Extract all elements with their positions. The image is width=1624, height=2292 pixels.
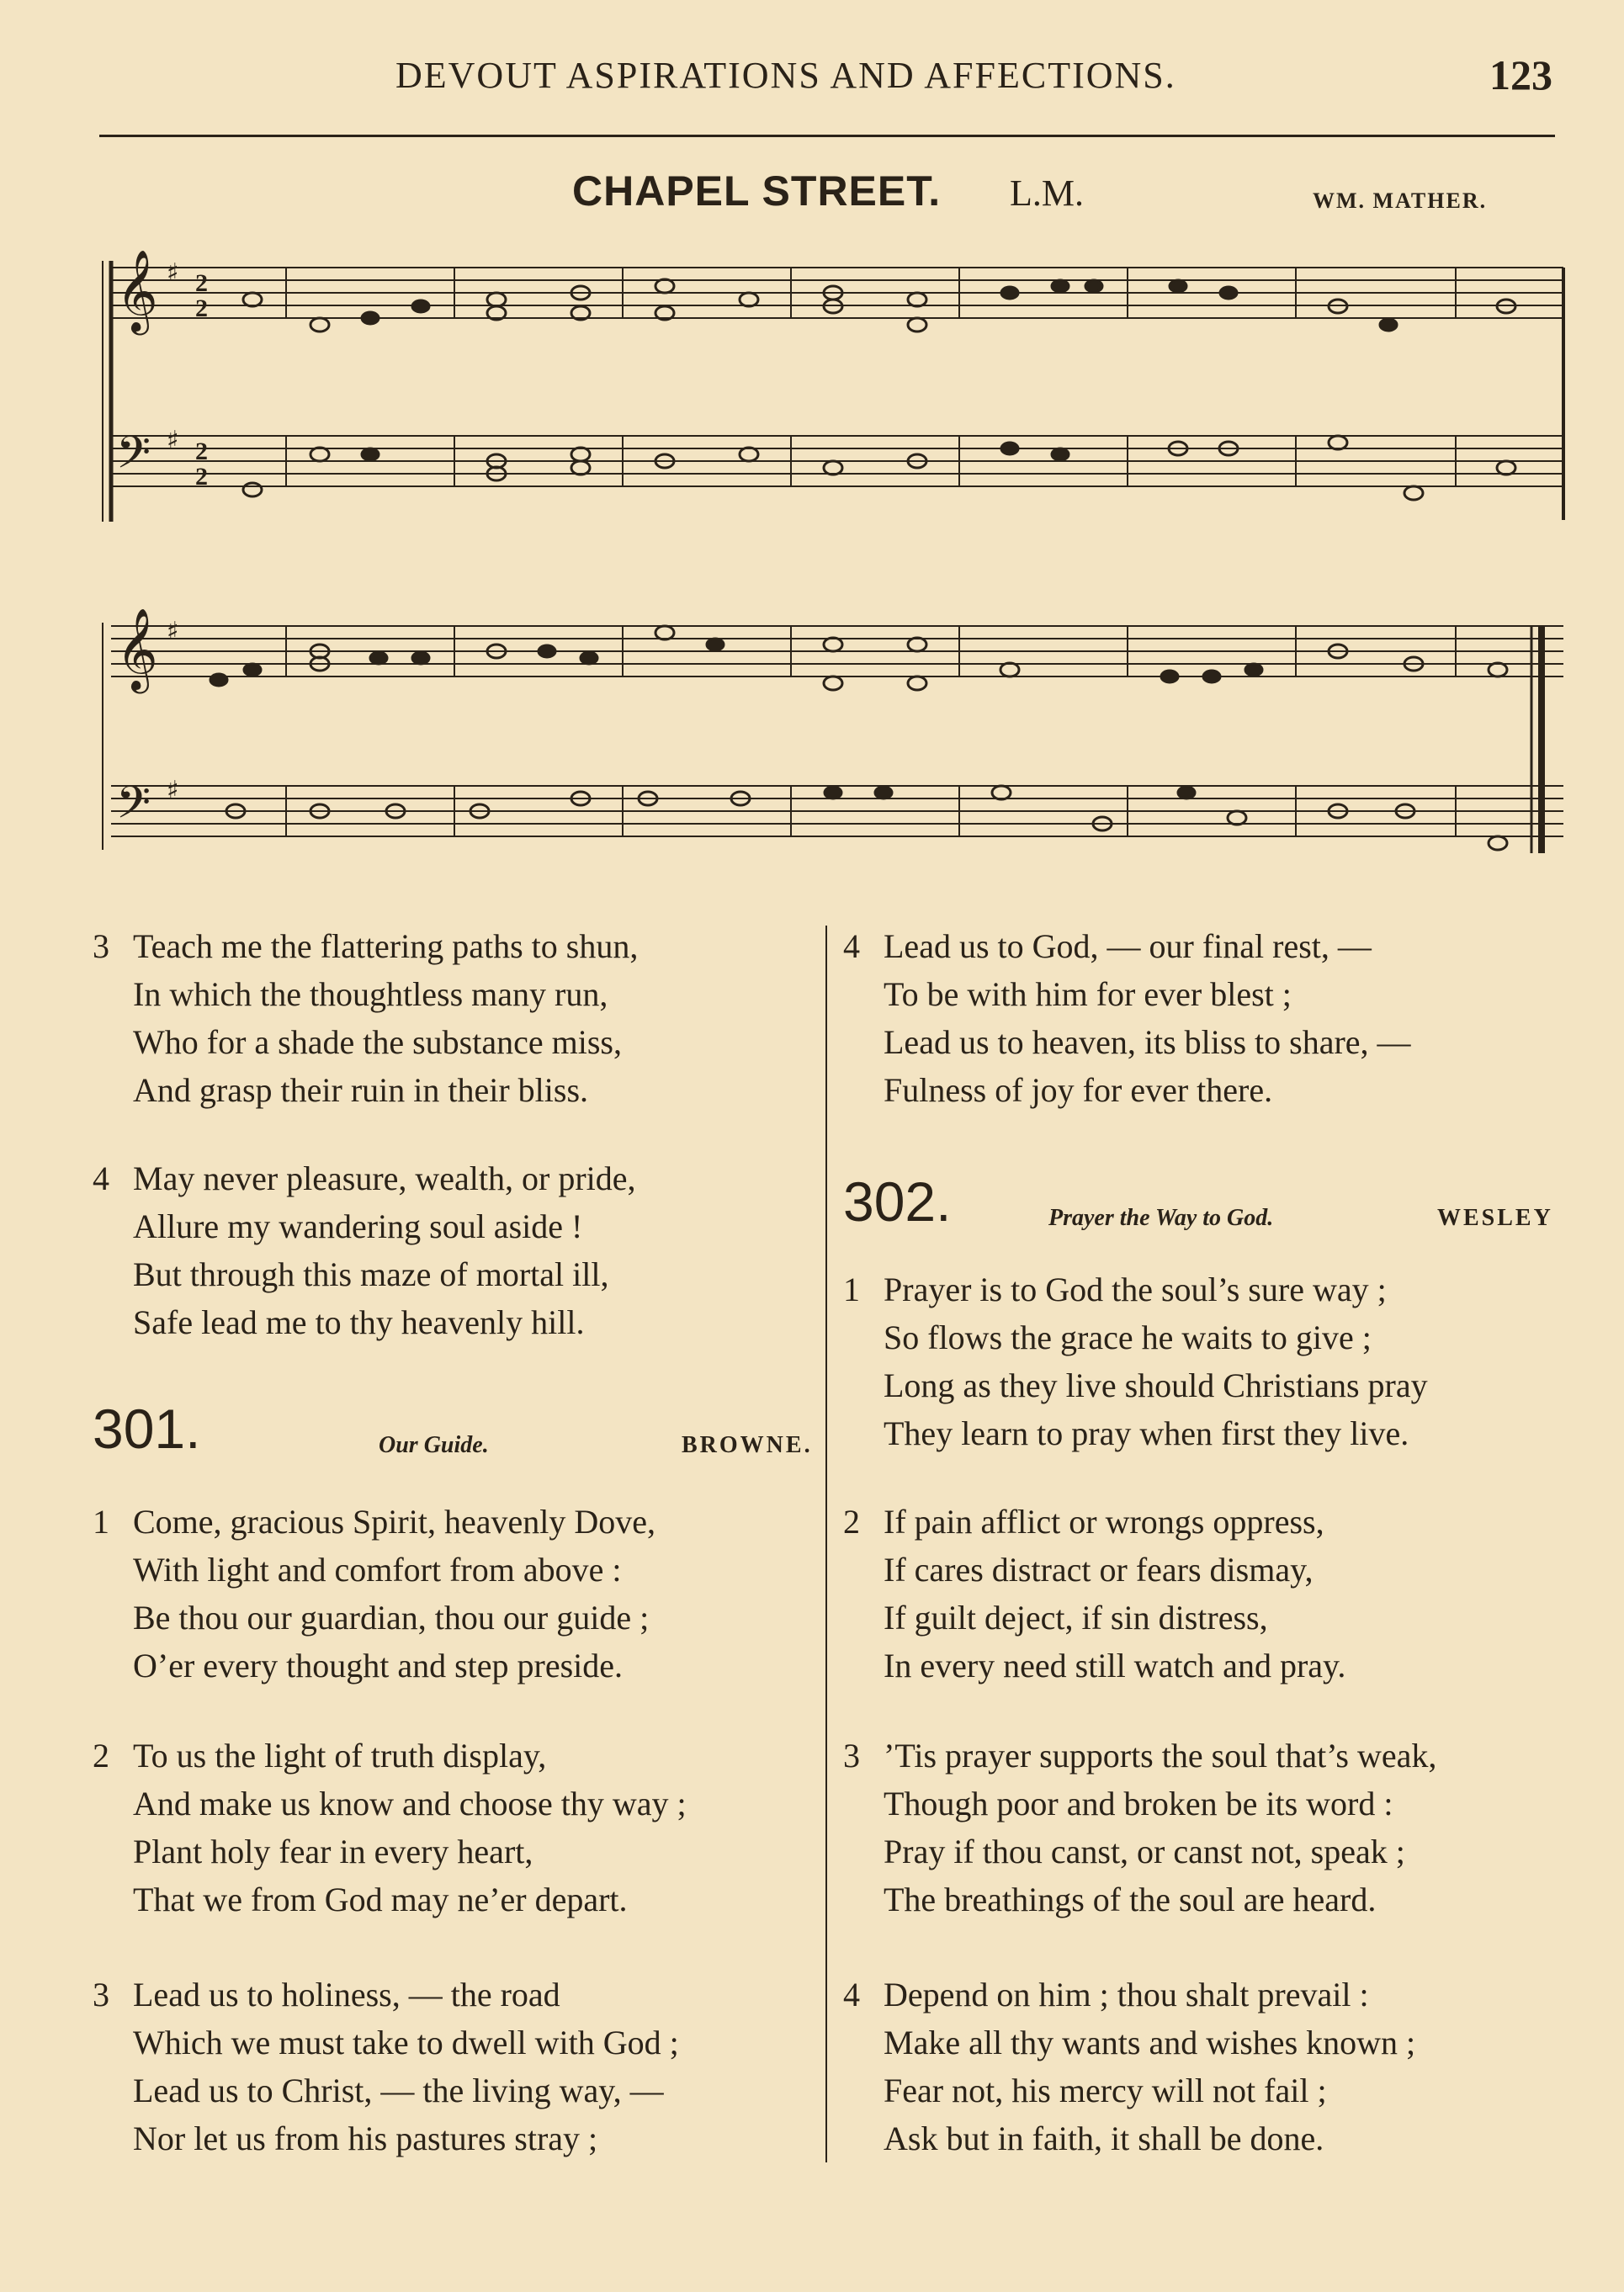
- verse-line: Lead us to Christ, — the living way, —: [133, 2072, 664, 2109]
- stanza-number: 3: [93, 1976, 109, 2013]
- stanza-number: 1: [93, 1503, 109, 1541]
- bass-clef-icon: 𝄢: [116, 427, 151, 490]
- verse-line: O’er every thought and step preside.: [133, 1647, 624, 1685]
- bass-notes-2: [226, 786, 1507, 850]
- verse-line: Ask but in faith, it shall be done.: [884, 2120, 1324, 2157]
- running-head: DEVOUT ASPIRATIONS AND AFFECTIONS.: [395, 55, 1176, 96]
- stanza-number: 4: [843, 927, 860, 965]
- verse-line: Depend on him ; thou shalt prevail :: [884, 1976, 1369, 2013]
- tune-composer: WM. MATHER.: [1313, 188, 1488, 213]
- svg-text:2: 2: [195, 438, 208, 465]
- verse-line: That we from God may ne’er depart.: [133, 1881, 628, 1918]
- verse-line: Though poor and broken be its word :: [884, 1785, 1393, 1822]
- verse-line: So flows the grace he waits to give ;: [884, 1318, 1372, 1356]
- hymn-author: WESLEY: [1437, 1205, 1553, 1231]
- column-divider: [825, 926, 827, 2162]
- verse-line: And make us know and choose thy way ;: [133, 1785, 687, 1822]
- treble-clef-icon: 𝄞: [116, 607, 158, 690]
- verse-line: But through this maze of mortal ill,: [133, 1255, 609, 1293]
- verse-line: And grasp their ruin in their bliss.: [133, 1071, 589, 1109]
- verse-line: Lead us to heaven, its bliss to share, —: [884, 1023, 1411, 1061]
- verse-line: In every need still watch and pray.: [884, 1647, 1346, 1685]
- verse-line: If cares distract or fears dismay,: [884, 1551, 1314, 1589]
- hymn-title: Our Guide.: [379, 1432, 489, 1458]
- treble-clef-icon: 𝄞: [116, 249, 158, 332]
- stanza-number: 4: [843, 1976, 860, 2013]
- stanza-number: 2: [843, 1503, 860, 1541]
- verse-line: If guilt deject, if sin distress,: [884, 1599, 1268, 1637]
- verse-line: Who for a shade the substance miss,: [133, 1023, 622, 1061]
- tune-name: CHAPEL STREET.: [572, 167, 942, 215]
- header-rule: [99, 135, 1555, 137]
- stanza-number: 2: [93, 1737, 109, 1775]
- svg-text:♯: ♯: [167, 426, 179, 455]
- svg-text:♯: ♯: [167, 258, 179, 288]
- svg-text:♯: ♯: [167, 776, 179, 805]
- stanza-number: 4: [93, 1159, 109, 1197]
- verse-line: They learn to pray when first they live.: [884, 1414, 1409, 1452]
- verse-line: May never pleasure, wealth, or pride,: [133, 1159, 636, 1197]
- stanza-number: 3: [843, 1737, 860, 1775]
- music-system-2: [93, 581, 1574, 917]
- music-system-1: [93, 244, 1574, 564]
- hymn-title: Prayer the Way to God.: [1048, 1205, 1274, 1231]
- verse-line: Safe lead me to thy heavenly hill.: [133, 1303, 585, 1341]
- hymn-author: BROWNE.: [682, 1432, 813, 1458]
- treble-notes-2: [210, 626, 1507, 690]
- verse-line: Which we must take to dwell with God ;: [133, 2024, 679, 2061]
- hymn-number: 302.: [843, 1170, 952, 1233]
- bass-notes: [243, 436, 1515, 500]
- verse-line: Prayer is to God the soul’s sure way ;: [884, 1271, 1387, 1308]
- page-number: 123: [1489, 51, 1552, 98]
- verse-line: Plant holy fear in every heart,: [133, 1833, 533, 1870]
- hymn-number: 301.: [93, 1398, 201, 1460]
- verse-line: Lead us to God, — our final rest, —: [884, 927, 1372, 965]
- svg-text:2: 2: [195, 463, 208, 491]
- verse-line: Allure my wandering soul aside !: [133, 1207, 583, 1245]
- svg-text:♯: ♯: [167, 617, 179, 646]
- stanza-number: 1: [843, 1271, 860, 1308]
- verse-line: Long as they live should Christians pray: [884, 1366, 1428, 1404]
- verse-line: To be with him for ever blest ;: [884, 975, 1292, 1013]
- verse-line: Fear not, his mercy will not fail ;: [884, 2072, 1327, 2109]
- verse-line: To us the light of truth display,: [133, 1737, 547, 1775]
- tune-meter: L.M.: [1010, 172, 1084, 214]
- verse-line: Nor let us from his pastures stray ;: [133, 2120, 598, 2157]
- verse-line: Fulness of joy for ever there.: [884, 1071, 1273, 1109]
- verse-line: In which the thoughtless many run,: [133, 975, 608, 1013]
- verse-line: If pain afflict or wrongs oppress,: [884, 1503, 1324, 1541]
- verse-line: Make all thy wants and wishes known ;: [884, 2024, 1416, 2061]
- verse-line: Come, gracious Spirit, heavenly Dove,: [133, 1503, 655, 1541]
- verse-line: Lead us to holiness, — the road: [133, 1976, 560, 2013]
- stanza-number: 3: [93, 927, 109, 965]
- verse-line: Be thou our guardian, thou our guide ;: [133, 1599, 650, 1637]
- bass-clef-icon: 𝄢: [116, 777, 151, 840]
- verse-line: Pray if thou canst, or canst not, speak ;: [884, 1833, 1405, 1870]
- verse-line: The breathings of the soul are heard.: [884, 1881, 1377, 1918]
- verse-line: With light and comfort from above :: [133, 1551, 622, 1589]
- verse-line: Teach me the flattering paths to shun,: [133, 927, 639, 965]
- verse-line: ’Tis prayer supports the soul that’s weak,: [884, 1737, 1437, 1775]
- svg-text:2: 2: [195, 269, 208, 297]
- svg-text:2: 2: [195, 294, 208, 322]
